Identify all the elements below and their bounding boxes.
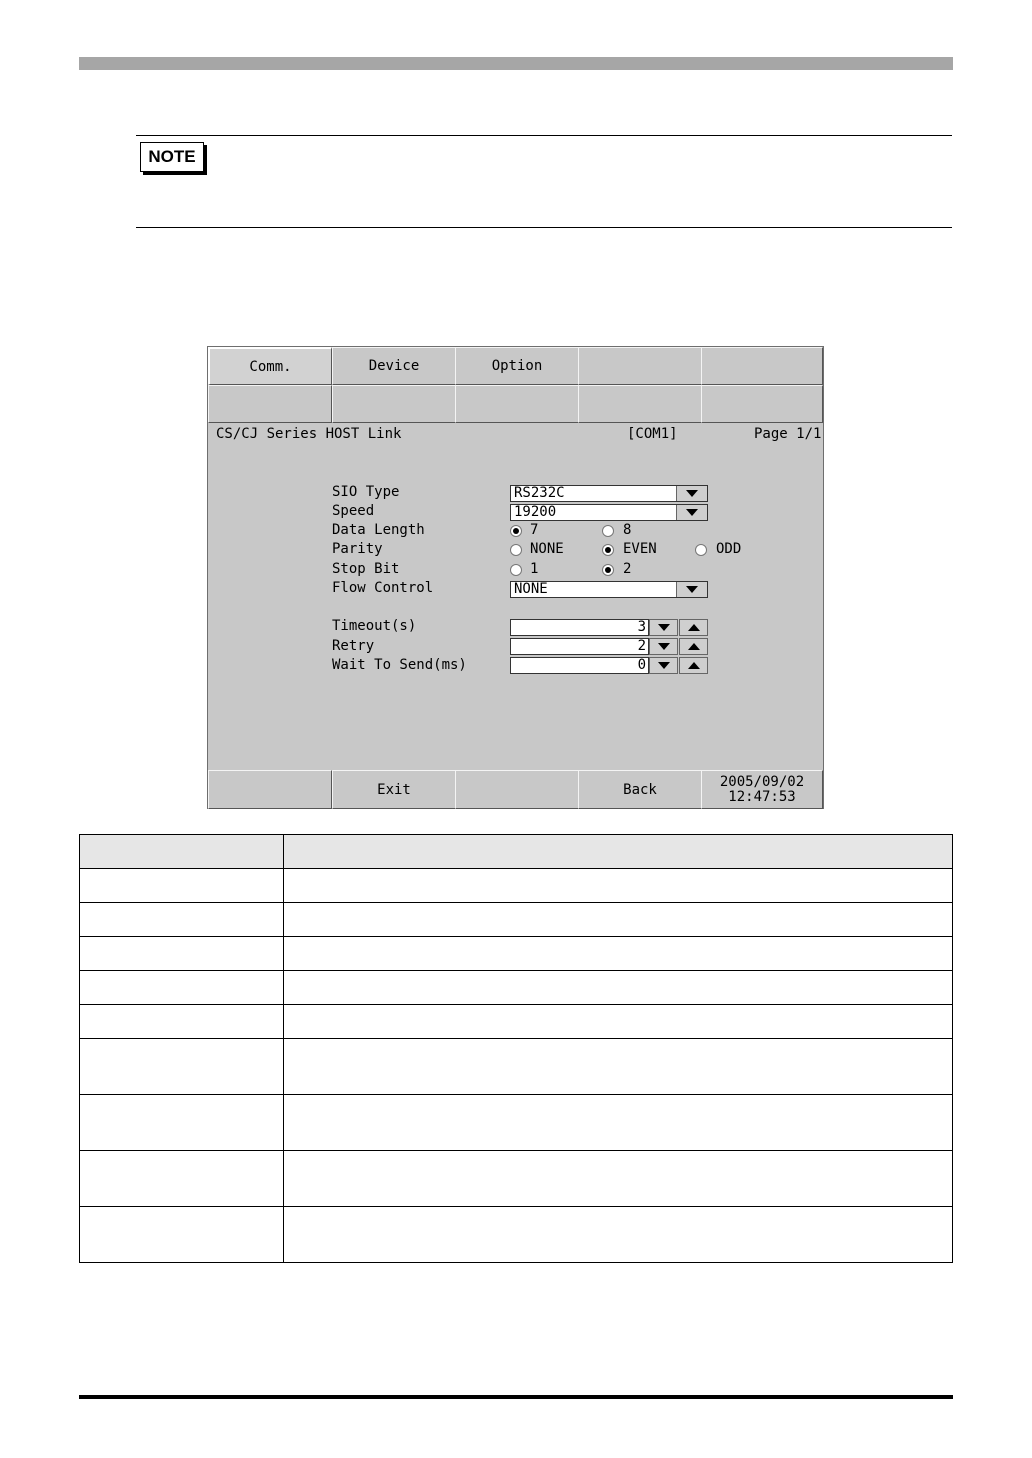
parity-odd-radio[interactable]	[695, 544, 707, 556]
table-cell	[80, 869, 284, 903]
tab-row2-2[interactable]	[332, 385, 456, 423]
table-row	[80, 971, 953, 1005]
table-header-row	[80, 835, 953, 869]
stop-bit-1-label: 1	[530, 561, 539, 577]
table-cell	[284, 1005, 953, 1039]
note-badge: NOTE	[140, 142, 204, 172]
retry-label: Retry	[332, 638, 375, 654]
table-cell	[80, 1151, 284, 1207]
timeout-input[interactable]: 3	[510, 619, 649, 636]
timeout-increment-button[interactable]	[679, 619, 708, 636]
table-cell	[284, 869, 953, 903]
table-cell	[80, 1095, 284, 1151]
table-row	[80, 1095, 953, 1151]
table-cell	[284, 1151, 953, 1207]
arrow-up-icon	[688, 662, 700, 669]
table-row	[80, 937, 953, 971]
date-text: 2005/09/02	[719, 773, 805, 790]
tab-device[interactable]: Device	[332, 347, 456, 385]
timeout-label: Timeout(s)	[332, 618, 417, 634]
table-cell	[284, 1207, 953, 1263]
bottom-blank-1[interactable]	[208, 770, 332, 809]
settings-table	[79, 834, 953, 1263]
wait-to-send-input[interactable]: 0	[510, 657, 649, 674]
speed-label: Speed	[332, 503, 375, 519]
wait-to-send-decrement-button[interactable]	[649, 657, 678, 674]
chevron-down-icon[interactable]	[676, 505, 707, 520]
tab-row2-4[interactable]	[578, 385, 702, 423]
parity-odd-label: ODD	[716, 541, 742, 557]
speed-value: 19200	[514, 504, 557, 520]
table-row	[80, 1005, 953, 1039]
tab-comm[interactable]: Comm.	[208, 347, 332, 385]
table-row	[80, 1207, 953, 1263]
table-cell	[80, 1005, 284, 1039]
parity-even-label: EVEN	[623, 541, 657, 557]
table-cell	[80, 971, 284, 1005]
time-text: 12:47:53	[728, 788, 796, 805]
flow-control-label: Flow Control	[332, 580, 434, 596]
bottom-blank-2[interactable]	[455, 770, 579, 809]
timeout-decrement-button[interactable]	[649, 619, 678, 636]
data-length-8-label: 8	[623, 522, 632, 538]
datetime-display	[701, 770, 823, 809]
table-row	[80, 1039, 953, 1095]
exit-button[interactable]: Exit	[332, 770, 456, 809]
port-label: [COM1]	[627, 426, 678, 442]
tab-blank-1[interactable]	[578, 347, 702, 385]
tab-option[interactable]: Option	[455, 347, 579, 385]
data-length-8-radio[interactable]	[602, 525, 614, 537]
parity-none-label: NONE	[530, 541, 564, 557]
table-cell	[284, 937, 953, 971]
stop-bit-1-radio[interactable]	[510, 564, 522, 576]
wait-to-send-increment-button[interactable]	[679, 657, 708, 674]
data-length-7-label: 7	[530, 522, 539, 538]
tab-row2-5[interactable]	[701, 385, 823, 423]
parity-even-radio[interactable]	[602, 544, 614, 556]
table-cell	[284, 903, 953, 937]
data-length-7-radio[interactable]	[510, 525, 522, 537]
footer-bar	[79, 1395, 953, 1399]
table-cell	[284, 1039, 953, 1095]
stop-bit-2-radio[interactable]	[602, 564, 614, 576]
header-bar	[79, 57, 953, 70]
table-row	[80, 903, 953, 937]
table-cell	[80, 1207, 284, 1263]
table-cell	[80, 1039, 284, 1095]
sio-type-select[interactable]	[510, 485, 708, 502]
data-length-label: Data Length	[332, 522, 425, 538]
chevron-down-icon[interactable]	[676, 582, 707, 597]
table-cell	[284, 1095, 953, 1151]
table-row	[80, 1151, 953, 1207]
table-cell	[80, 937, 284, 971]
table-cell	[80, 903, 284, 937]
table-header-cell	[80, 835, 284, 869]
retry-input[interactable]: 2	[510, 638, 649, 655]
back-button[interactable]: Back	[578, 770, 702, 809]
tab-blank-2[interactable]	[701, 347, 823, 385]
arrow-up-icon	[688, 643, 700, 650]
arrow-down-icon	[658, 624, 670, 631]
tab-row2-1[interactable]	[208, 385, 332, 423]
stop-bit-label: Stop Bit	[332, 561, 400, 577]
note-top-rule	[136, 135, 952, 136]
speed-select[interactable]	[510, 504, 708, 521]
hmi-settings-panel	[207, 346, 824, 809]
panel-title: CS/CJ Series HOST Link	[216, 426, 402, 442]
flow-control-value: NONE	[514, 581, 548, 597]
table-row	[80, 869, 953, 903]
sio-type-value: RS232C	[514, 485, 565, 501]
parity-label: Parity	[332, 541, 383, 557]
chevron-down-icon[interactable]	[676, 486, 707, 501]
stop-bit-2-label: 2	[623, 561, 632, 577]
arrow-up-icon	[688, 624, 700, 631]
note-bottom-rule	[136, 227, 952, 228]
parity-none-radio[interactable]	[510, 544, 522, 556]
arrow-down-icon	[658, 662, 670, 669]
table-header-cell	[284, 835, 953, 869]
wait-to-send-label: Wait To Send(ms)	[332, 657, 467, 673]
tab-row2-3[interactable]	[455, 385, 579, 423]
flow-control-select[interactable]	[510, 581, 708, 598]
arrow-down-icon	[658, 643, 670, 650]
sio-type-label: SIO Type	[332, 484, 400, 500]
page-indicator: Page 1/1	[754, 426, 822, 442]
retry-increment-button[interactable]	[679, 638, 708, 655]
retry-decrement-button[interactable]	[649, 638, 678, 655]
table-cell	[284, 971, 953, 1005]
